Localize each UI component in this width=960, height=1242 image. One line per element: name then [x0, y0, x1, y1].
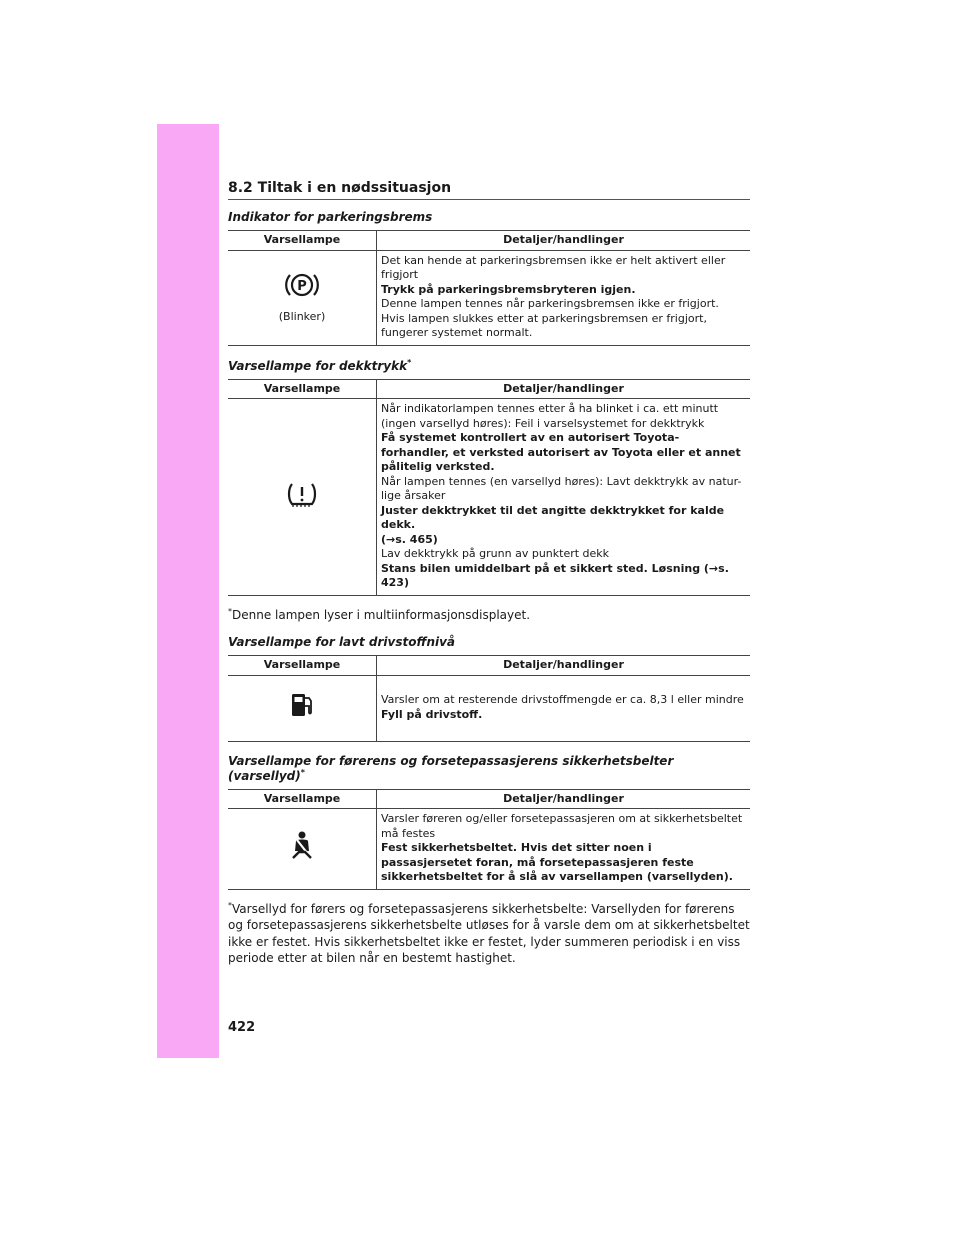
page-number: 422: [228, 1020, 256, 1035]
header-details: Detaljer/handlinger: [377, 656, 751, 676]
detail-text: Varsler om at resterende drivstoffmengde er ca. 8,3 l eller mindre: [381, 693, 744, 706]
tire-pressure-title: [228, 358, 750, 373]
footnote-mark: *: [407, 357, 412, 367]
header-lamp: Varsellampe: [228, 656, 377, 676]
parking-brake-table: [228, 230, 750, 346]
details-cell: [377, 399, 751, 596]
tire-pressure-title-text: Varsellampe for dekktrykk: [228, 358, 408, 373]
table-row: [228, 809, 750, 890]
table-row: [228, 675, 750, 741]
footnote-mark: *: [300, 767, 305, 777]
detail-text: Varsler føreren og/eller forsetepassasjeren om at sikkerhetsbeltet må festes: [381, 812, 743, 840]
detail-text: Når lampen tennes (en varsellyd høres): Lavt dekktrykk av natur-lige årsaker: [381, 474, 742, 502]
parking-brake-title-text: Indikator for parkeringsbrems: [228, 210, 433, 224]
table-header-row: [228, 656, 750, 676]
parking-brake-title: [228, 210, 750, 224]
detail-action: Få systemet kontrollert av en autorisert Toyota-forhandler, et verksted autorisert av Toyota eller et annet pålitelig verksted.: [381, 431, 741, 473]
tire-footnote: [228, 604, 750, 624]
fuel-title-text: Varsellampe for lavt drivstoffnivå: [228, 635, 456, 649]
table-row: [228, 399, 750, 596]
svg-text:P: P: [297, 278, 307, 294]
detail-text: Lav dekktrykk på grunn av punktert dekk: [381, 547, 610, 560]
seatbelt-table: [228, 789, 750, 890]
table-row: [228, 250, 750, 345]
detail-action: Fest sikkerhetsbeltet. Hvis det sitter noen i passasjersetet foran, må forsetepassasjeren feste sikkerhetsbeltet for å slå av varsellampen (varsellyden).: [381, 841, 733, 883]
detail-action: Juster dekktrykket til det angitte dekktrykket for kalde dekk.: [381, 503, 725, 531]
header-lamp: Varsellampe: [228, 379, 377, 399]
fuel-pump-icon: [287, 690, 317, 725]
detail-text: Det kan hende at parkeringsbremsen ikke er helt aktivert eller frigjort: [381, 253, 726, 281]
lamp-caption: (Blinker): [278, 310, 326, 323]
seatbelt-title-text: Varsellampe for førerens og forsetepassasjerens sikkerhetsbelter (varsellyd): [228, 753, 674, 783]
page-content: [228, 180, 750, 967]
detail-text: Denne lampen tennes når parkeringsbremsen ikke er frigjort.: [381, 297, 719, 310]
header-details: Detaljer/handlinger: [377, 231, 751, 251]
table-header-row: [228, 789, 750, 809]
detail-text: Når indikatorlampen tennes etter å ha blinket i ca. ett minutt (ingen varsellyd høres): Feil i varselsystemet for dekktrykk: [381, 402, 719, 430]
header-details: Detaljer/handlinger: [377, 379, 751, 399]
lamp-cell: [228, 399, 377, 596]
page-reference: (→s. 465): [381, 532, 438, 546]
detail-text: Hvis lampen slukkes etter at parkeringsbremsen er frigjort, fungerer systemet normalt.: [381, 311, 707, 339]
fuel-title: [228, 635, 750, 649]
seatbelt-footnote: [228, 898, 750, 967]
details-cell: [377, 809, 751, 890]
lamp-cell: [228, 809, 377, 890]
table-header-row: [228, 231, 750, 251]
footnote-mark: *: [228, 606, 232, 616]
details-cell: [377, 250, 751, 345]
table-header-row: [228, 379, 750, 399]
section-header: 8.2 Tiltak i en nødssituasjon: [228, 180, 750, 200]
lamp-cell: [228, 675, 377, 741]
lamp-cell: [228, 250, 377, 345]
fuel-table: [228, 655, 750, 742]
header-details: Detaljer/handlinger: [377, 789, 751, 809]
details-cell: [377, 675, 751, 741]
parking-brake-icon: [285, 270, 319, 305]
tire-pressure-table: [228, 379, 750, 596]
tire-pressure-icon: [287, 480, 317, 513]
header-lamp: Varsellampe: [228, 789, 377, 809]
seatbelt-icon: [288, 830, 316, 867]
detail-action: Fyll på drivstoff.: [381, 707, 483, 721]
footnote-text: Varsellyd for førers og forsetepassasjerens sikkerhetsbelte: Varsellyden for førerens og forsetepassasjerens sikkerhetsbelte utløses for å varsle dem om at sikkerhetsbeltet ikke er festet. Hvis sikkerhetsbeltet ikke er festet, lyder summeren periodisk i en viss periode etter at bilen når en bestemt hastighet.: [228, 901, 750, 965]
header-lamp: Varsellampe: [228, 231, 377, 251]
footnote-mark: *: [228, 900, 232, 910]
seatbelt-title: [228, 754, 750, 783]
detail-action: Trykk på parkeringsbremsbryteren igjen.: [381, 282, 636, 296]
side-tab: [157, 124, 219, 1058]
detail-action: Stans bilen umiddelbart på et sikkert sted. Løsning (→s. 423): [381, 561, 729, 589]
footnote-text: Denne lampen lyser i multiinformasjonsdisplayet.: [232, 607, 531, 622]
